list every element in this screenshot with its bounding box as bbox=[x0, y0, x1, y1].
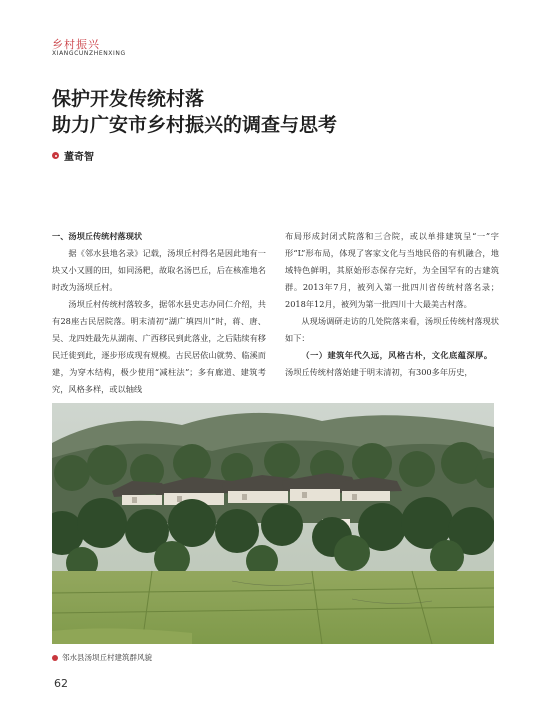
body-paragraph: 布局形成封闭式院落和三合院，或以单排建筑呈“一”字形“L”形布局，体现了客家文化与当地民俗的有机融合，地域特色鲜明，其原始形态保存完好，为全国罕有的古建筑群。2013年7月，被列入第一批四川省传统村落名录；2018年12月，被列为第一批四川十大最美古村落。 bbox=[285, 231, 499, 309]
section-heading: 一、汤坝丘传统村落现状 bbox=[52, 231, 143, 241]
column-name: 乡村振兴 bbox=[52, 38, 100, 51]
author-bullet-icon bbox=[52, 152, 59, 159]
photo-caption bbox=[52, 652, 152, 663]
article-title bbox=[52, 86, 337, 138]
title-line-2: 助力广安市乡村振兴的调查与思考 bbox=[52, 114, 338, 136]
author-name: 董奇智 bbox=[64, 152, 94, 163]
caption-text: 邻水县汤坝丘村建筑群风貌 bbox=[62, 653, 152, 662]
left-text-column bbox=[52, 228, 266, 398]
caption-bullet-icon bbox=[52, 655, 58, 661]
right-text-column bbox=[285, 228, 499, 381]
village-photo bbox=[52, 403, 494, 644]
byline bbox=[52, 148, 94, 163]
column-name-pinyin: XIANGCUNZHENXING bbox=[52, 50, 126, 57]
subsection-heading: （一）建筑年代久远，风格古朴，文化底蕴深厚。 bbox=[301, 350, 493, 360]
body-paragraph: 汤坝丘传统村落始建于明末清初，有300多年历史， bbox=[285, 367, 473, 377]
body-paragraph: 从现场调研走访的几处院落来看，汤坝丘传统村落现状如下： bbox=[285, 316, 499, 343]
body-paragraph: 汤坝丘村传统村落较多，据邻水县史志办同仁介绍，共有28座古民居院落。明末清初“湖广填四川”时，蒋、唐、吴、龙四姓最先从湖南、广西移民到此落业，之后陆续有移民迁徙到此，逐步形成现有规模。古民居依山就势、临溪而建，为穿木结构，极少使用“减柱法”；多有廊道、建筑考究，风格多样，或以轴线 bbox=[52, 299, 266, 394]
page-number: 62 bbox=[54, 677, 68, 690]
title-line-1: 保护开发传统村落 bbox=[52, 88, 205, 110]
body-paragraph: 据《邻水县地名录》记载，汤坝丘村得名是因此地有一块又小又圆的田，如同汤粑，故取名汤巴丘，后在核准地名时改为汤坝丘村。 bbox=[52, 248, 266, 292]
